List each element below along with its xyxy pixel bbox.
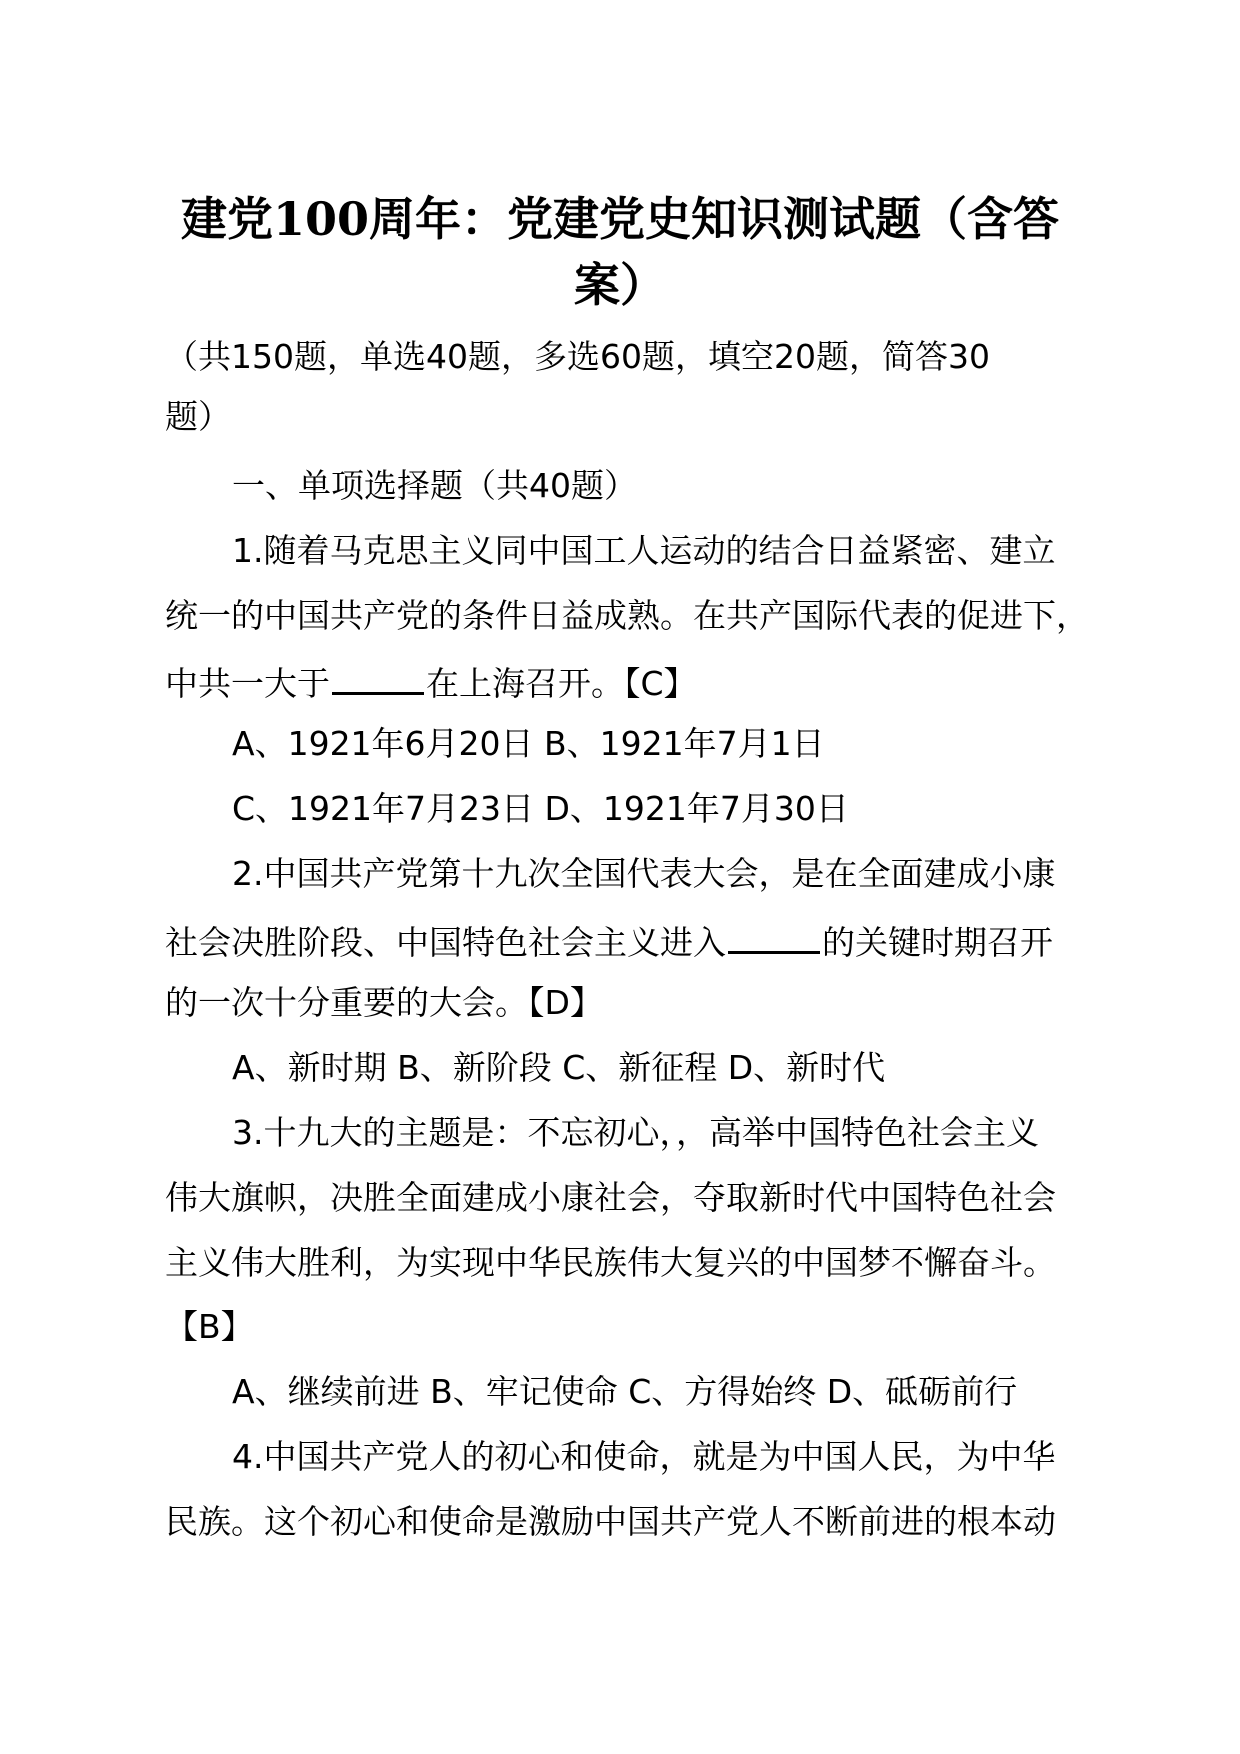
q2-line-2-after-blank: 的关键时期召开 xyxy=(822,923,1053,962)
fill-blank xyxy=(728,919,820,954)
intro-line-1: （共150题，单选40题，多选60题，填空20题，简答30 xyxy=(165,337,990,376)
q3-line-1: 3.十九大的主题是：不忘初心，，高举中国特色社会主义 xyxy=(232,1113,1039,1152)
q2-line-2-before-blank: 社会决胜阶段、中国特色社会主义进入 xyxy=(165,923,726,962)
q3-line-2: 伟大旗帜，决胜全面建成小康社会，夺取新时代中国特色社会 xyxy=(165,1178,1056,1217)
q3-options: A、继续前进 B、牢记使命 C、方得始终 D、砥砺前行 xyxy=(232,1372,1018,1411)
section-heading: 一、单项选择题（共40题） xyxy=(232,466,637,505)
title-line-1: 建党100周年：党建党史知识测试题（含答 xyxy=(180,192,1060,246)
fill-blank xyxy=(332,660,424,695)
page-title xyxy=(150,186,1090,318)
q2-line-3: 的一次十分重要的大会。【D】 xyxy=(165,983,603,1022)
q1-options-line-1: A、1921年6月20日 B、1921年7月1日 xyxy=(232,724,825,763)
q1-line-3-before-blank: 中共一大于 xyxy=(165,664,330,703)
q2-line-2 xyxy=(165,919,1085,963)
q1-line-3-after-blank: 在上海召开。【C】 xyxy=(426,664,697,703)
q3-line-4: 【B】 xyxy=(165,1307,254,1346)
q1-options-line-2: C、1921年7月23日 D、1921年7月30日 xyxy=(232,789,849,828)
q1-line-2: 统一的中国共产党的条件日益成熟。在共产国际代表的促进下， xyxy=(165,596,1089,635)
q4-line-1: 4.中国共产党人的初心和使命，就是为中国人民，为中华 xyxy=(232,1437,1056,1476)
title-line-2: 案） xyxy=(574,258,666,312)
q4-line-2: 民族。这个初心和使命是激励中国共产党人不断前进的根本动 xyxy=(165,1502,1056,1541)
intro-line-2: 题） xyxy=(165,397,231,436)
q1-line-3 xyxy=(165,660,1085,704)
q1-line-1: 1.随着马克思主义同中国工人运动的结合日益紧密、建立 xyxy=(232,531,1056,570)
q3-line-3: 主义伟大胜利，为实现中华民族伟大复兴的中国梦不懈奋斗。 xyxy=(165,1243,1056,1282)
q2-options: A、新时期 B、新阶段 C、新征程 D、新时代 xyxy=(232,1048,886,1087)
q2-line-1: 2.中国共产党第十九次全国代表大会，是在全面建成小康 xyxy=(232,854,1056,893)
